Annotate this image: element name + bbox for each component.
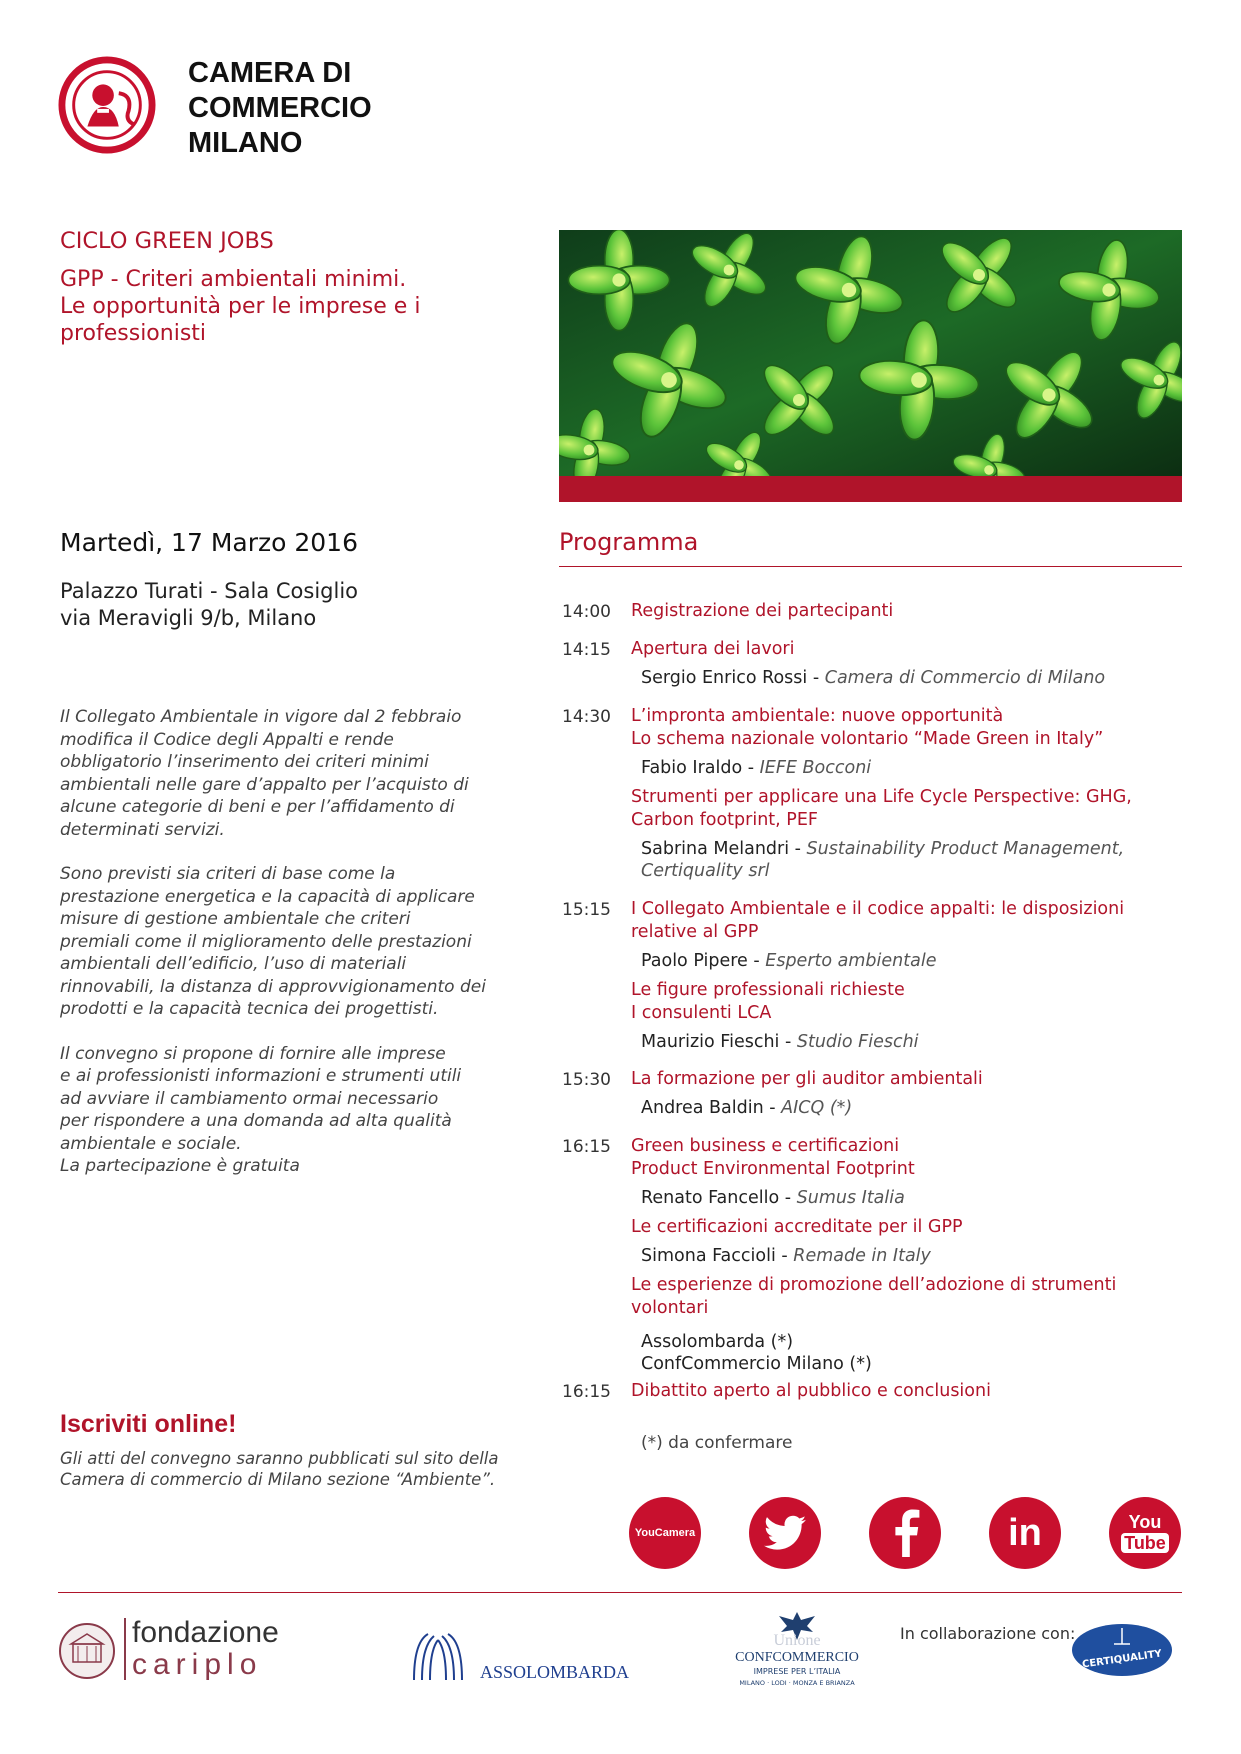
- program-topic: Lo schema nazionale volontario “Made Green in Italy”: [631, 729, 1104, 749]
- camera-commercio-logo: [58, 56, 156, 154]
- program-divider: [559, 566, 1182, 567]
- facebook-link[interactable]: [869, 1497, 941, 1569]
- time-slot: 14:30: [562, 707, 611, 727]
- program-topic: Dibattito aperto al pubblico e conclusioni: [631, 1381, 991, 1401]
- time-slot: 14:00: [562, 602, 611, 622]
- linkedin-link[interactable]: [989, 1497, 1061, 1569]
- confcommercio-logo: Unione CONFCOMMERCIO IMPRESE PER L’ITALIA MILANO · LODI · MONZA E BRIANZA: [722, 1610, 872, 1690]
- fondazione-cariplo-logo: fondazione cariplo: [58, 1618, 308, 1688]
- program-topic: La formazione per gli auditor ambientali: [631, 1069, 983, 1089]
- tbc-note: (*) da confermare: [641, 1433, 793, 1453]
- speaker: Andrea Baldin - AICQ (*): [641, 1098, 853, 1118]
- program-topic: Le figure professionali richieste: [631, 980, 905, 1000]
- program-topic: volontari: [631, 1298, 709, 1318]
- assolombarda-mark-icon: [408, 1628, 468, 1686]
- speaker: Sergio Enrico Rossi - Camera di Commercio di Milano: [641, 668, 1106, 688]
- event-venue: Palazzo Turati - Sala Cosiglio via Meravigli 9/b, Milano: [60, 579, 359, 630]
- program-topic: Le esperienze di promozione dell’adozione di strumenti: [631, 1275, 1117, 1295]
- program-topic: Product Environmental Footprint: [631, 1159, 915, 1179]
- speaker: Simona Faccioli - Remade in Italy: [641, 1246, 931, 1266]
- program-topic: I Collegato Ambientale e il codice appalti: le disposizioni: [631, 899, 1125, 919]
- time-slot: 14:15: [562, 640, 611, 660]
- speaker: Paolo Pipere - Esperto ambientale: [641, 951, 937, 971]
- time-slot: 16:15: [562, 1382, 611, 1402]
- description-paragraph: Sono previsti sia criteri di base come la prestazione energetica e la capacità di applicare misure di gestione ambientale che criteri premiali come il miglioramento delle prestazioni ambientali dell’edificio, l’uso di materiali rinnovabili, la distanza di approvvigionamento dei prodotti e la capacità tecnica dei progettisti.: [60, 864, 486, 1019]
- assolombarda-logo: ASSOLOMBARDA: [408, 1628, 638, 1688]
- event-title: GPP - Criteri ambientali minimi. Le opportunità per le imprese e i professionisti: [60, 267, 421, 346]
- speaker: Fabio Iraldo - IEFE Bocconi: [641, 758, 872, 778]
- collaboration-label: In collaborazione con:: [900, 1624, 1076, 1643]
- cariplo-seal-icon: [58, 1622, 116, 1680]
- speaker: Renato Fancello - Sumus Italia: [641, 1188, 905, 1208]
- speaker: Maurizio Fieschi - Studio Fieschi: [641, 1032, 919, 1052]
- program-topic: Apertura dei lavori: [631, 639, 795, 659]
- youtube-link[interactable]: [1109, 1497, 1181, 1569]
- organization-name: CAMERA DI COMMERCIO MILANO: [188, 57, 372, 159]
- facebook-icon: [890, 1509, 920, 1557]
- green-leaves-photo: [559, 230, 1182, 502]
- speaker: Assolombarda (*): [641, 1332, 794, 1352]
- program-topic: Green business e certificazioni: [631, 1136, 900, 1156]
- program-topic: Registrazione dei partecipanti: [631, 601, 894, 621]
- footer-divider: [58, 1592, 1182, 1593]
- youcamera-link[interactable]: [629, 1497, 701, 1569]
- event-date: Martedì, 17 Marzo 2016: [60, 528, 358, 557]
- time-slot: 15:15: [562, 900, 611, 920]
- time-slot: 16:15: [562, 1137, 611, 1157]
- twitter-link[interactable]: [749, 1497, 821, 1569]
- certiquality-logo: CERTIQUALITY: [1070, 1622, 1174, 1678]
- program-topic: Carbon footprint, PEF: [631, 810, 818, 830]
- description-paragraph: Il Collegato Ambientale in vigore dal 2 febbraio modifica il Codice degli Appalti e rende obbligatorio l’inserimento dei criteri minimi ambientali nelle gare d’appalto per l’acquisto di alcune categorie di beni e per l’affidamento di determinati servizi.: [60, 707, 469, 840]
- youtube-icon: You: [1128, 1512, 1162, 1532]
- linkedin-icon: in: [1008, 1511, 1042, 1554]
- program-heading: Programma: [559, 528, 699, 556]
- speaker: ConfCommercio Milano (*): [641, 1354, 872, 1374]
- time-slot: 15:30: [562, 1070, 611, 1090]
- program-topic: I consulenti LCA: [631, 1003, 772, 1023]
- event-description: [60, 706, 530, 1200]
- program-topic: Strumenti per applicare una Life Cycle Perspective: GHG,: [631, 787, 1132, 807]
- speaker: Sabrina Melandri - Sustainability Product Management,: [641, 839, 1125, 859]
- speaker: Certiquality srl: [641, 861, 770, 881]
- youtube-icon: Tube: [1121, 1533, 1169, 1553]
- proceedings-note: Gli atti del convegno saranno pubblicati sul sito della Camera di commercio di Milano sezione “Ambiente”.: [60, 1449, 499, 1489]
- twitter-icon: [764, 1515, 806, 1551]
- youcamera-icon: YouCamera: [634, 1527, 696, 1539]
- program-topic: L’impronta ambientale: nuove opportunità: [631, 706, 1004, 726]
- program-topic: relative al GPP: [631, 922, 759, 942]
- event-series: CICLO GREEN JOBS: [60, 228, 274, 254]
- register-online-heading[interactable]: Iscriviti online!: [60, 1410, 237, 1438]
- description-paragraph: Il convegno si propone di fornire alle imprese e ai professionisti informazioni e strumenti utili ad avviare il cambiamento ormai necessario per rispondere a una domanda ad alta qualità ambientale e sociale. La partecipazione è gratuita: [60, 1043, 462, 1176]
- program-topic: Le certificazioni accreditate per il GPP: [631, 1217, 963, 1237]
